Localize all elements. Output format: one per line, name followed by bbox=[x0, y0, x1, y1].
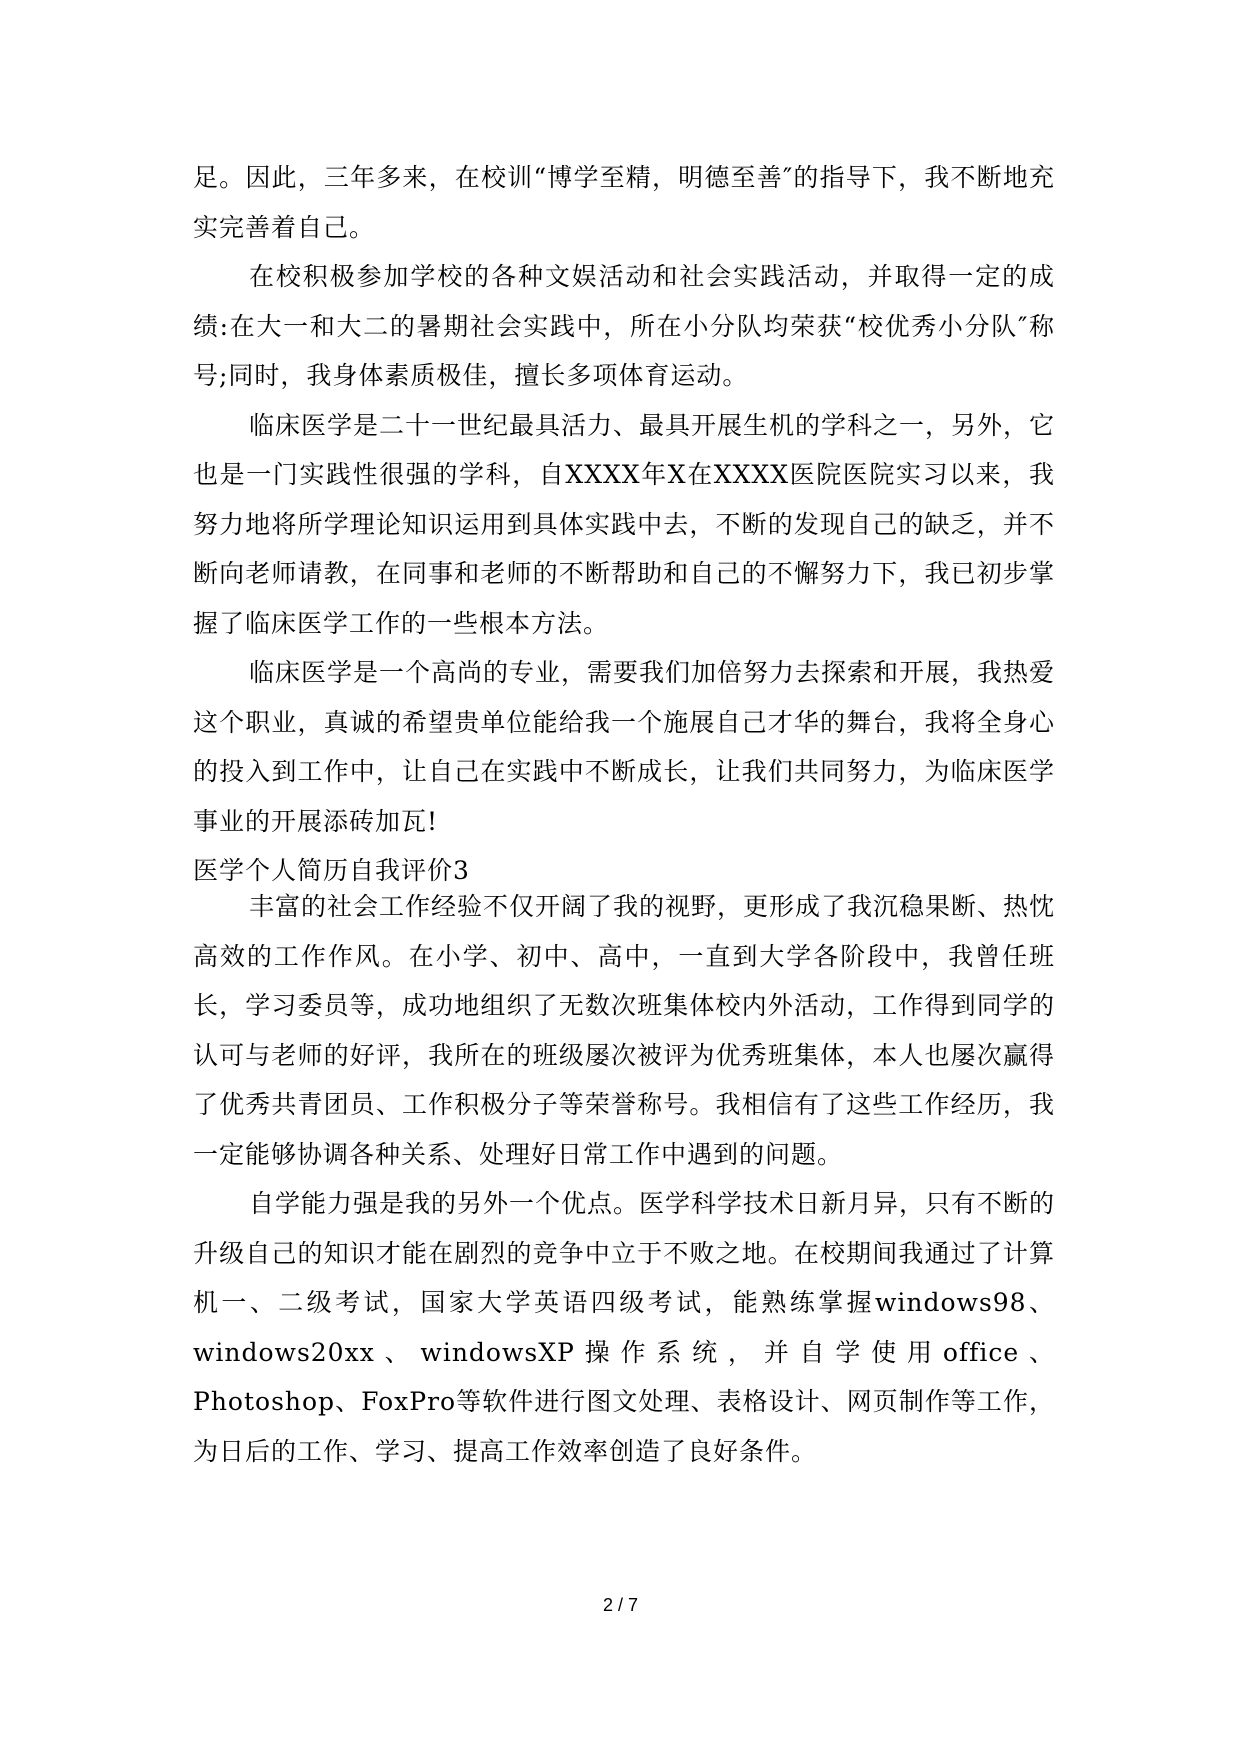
body-text-top bbox=[193, 153, 1055, 896]
paragraph-self-learning: 自学能力强是我的另外一个优点。医学科学技术日新月异，只有不断的升级自己的知识才能在剧烈的竞争中立于不败之地。在校期间我通过了计算机一、二级考试，国家大学英语四级考试，能熟练掌握windows98、windows20xx、windowsXP操作系统，并自学使用office、Photoshop、FoxPro等软件进行图文处理、表格设计、网页制作等工作，为日后的工作、学习、提高工作效率创造了良好条件。 bbox=[193, 1189, 1056, 1466]
body-text-bottom bbox=[193, 882, 1055, 1476]
paragraph-continuation: 足。因此，三年多来，在校训“博学至精，明德至善″的指导下，我不断地充实完善着自己。 bbox=[193, 163, 1055, 242]
section-heading: 医学个人简历自我评价3 bbox=[193, 856, 470, 885]
paragraph-work-experience: 丰富的社会工作经验不仅开阔了我的视野，更形成了我沉稳果断、热忱高效的工作作风。在小学、初中、高中，一直到大学各阶段中，我曾任班长，学习委员等，成功地组织了无数次班集体校内外活动，工作得到同学的认可与老师的好评，我所在的班级屡次被评为优秀班集体，本人也屡次赢得了优秀共青团员、工作积极分子等荣誉称号。我相信有了这些工作经历，我一定能够协调各种关系、处理好日常工作中遇到的问题。 bbox=[193, 892, 1056, 1169]
page-number: 2 / 7 bbox=[602, 1595, 639, 1615]
paragraph-clinical-practice: 临床医学是二十一世纪最具活力、最具开展生机的学科之一，另外，它也是一门实践性很强的学科，自XXXX年X在XXXX医院医院实习以来，我努力地将所学理论知识运用到具体实践中去，不断的发现自己的缺乏，并不断向老师请教，在同事和老师的不断帮助和自己的不懈努力下，我已初步掌握了临床医学工作的一些根本方法。 bbox=[193, 410, 1056, 638]
paragraph-career-goal: 临床医学是一个高尚的专业，需要我们加倍努力去探索和开展，我热爱这个职业，真诚的希望贵单位能给我一个施展自己才华的舞台，我将全身心的投入到工作中，让自己在实践中不断成长，让我们共同努力，为临床医学事业的开展添砖加瓦! bbox=[193, 658, 1056, 836]
paragraph-activities: 在校积极参加学校的各种文娱活动和社会实践活动，并取得一定的成绩:在大一和大二的暑期社会实践中，所在小分队均荣获“校优秀小分队″称号;同时，我身体素质极佳，擅长多项体育运动。 bbox=[193, 262, 1055, 390]
